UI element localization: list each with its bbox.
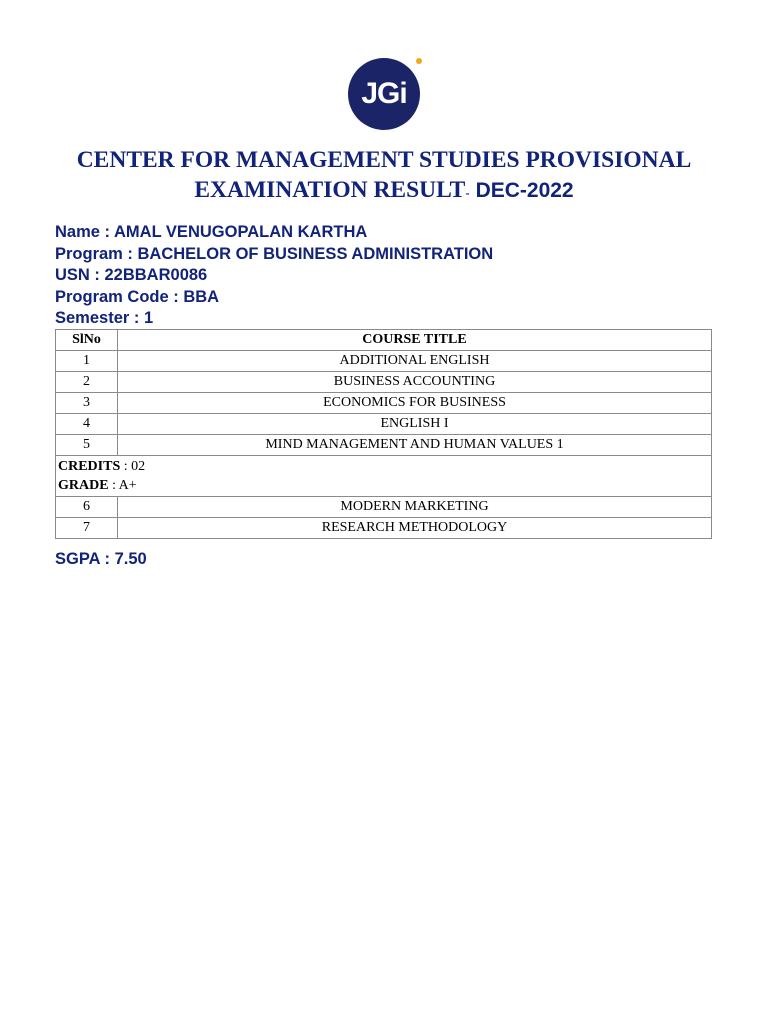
student-usn: USN : 22BBAR0086 [55, 266, 208, 284]
grade-line [58, 476, 709, 495]
table-row [56, 351, 712, 372]
title-exam-result: EXAMINATION RESULT [194, 177, 466, 203]
student-info [55, 222, 493, 330]
credits-value: : 02 [123, 459, 146, 474]
student-program: Program : BACHELOR OF BUSINESS ADMINISTRATION [55, 244, 494, 263]
row-slno: 5 [56, 435, 118, 456]
row-slno: 2 [56, 372, 118, 393]
title-exam-date: DEC-2022 [475, 179, 574, 202]
row-slno: 3 [56, 393, 118, 414]
table-row [56, 393, 712, 414]
table-row [56, 414, 712, 435]
logo-dot-icon [416, 58, 422, 64]
table-row [56, 518, 712, 539]
table-row [56, 497, 712, 518]
row-slno: 6 [56, 497, 118, 518]
row-slno: 4 [56, 414, 118, 435]
credits-label: CREDITS [58, 459, 121, 474]
header-slno: SlNo [56, 330, 118, 351]
title-line-1: CENTER FOR MANAGEMENT STUDIES PROVISIONAL [76, 147, 692, 173]
row-course-title: RESEARCH METHODOLOGY [118, 518, 712, 539]
row-course-title: ADDITIONAL ENGLISH [118, 351, 712, 372]
sgpa: SGPA : 7.50 [55, 550, 147, 568]
student-semester: Semester : 1 [55, 309, 154, 327]
results-table [55, 329, 712, 539]
header-course-title: COURSE TITLE [118, 330, 712, 351]
row-course-title: MIND MANAGEMENT AND HUMAN VALUES 1 [118, 435, 712, 456]
row-slno: 7 [56, 518, 118, 539]
logo-text: JGi [361, 77, 407, 110]
credits-grade-row [56, 456, 712, 497]
table-row [56, 372, 712, 393]
title-dash: - [465, 185, 470, 200]
table-header-row [56, 330, 712, 351]
grade-label: GRADE [58, 478, 109, 493]
row-course-title: ENGLISH I [118, 414, 712, 435]
credits-line [58, 457, 709, 476]
credits-grade-cell [56, 456, 712, 497]
jgi-logo [348, 58, 420, 130]
row-course-title: ECONOMICS FOR BUSINESS [118, 393, 712, 414]
student-program-code: Program Code : BBA [55, 287, 220, 306]
table-row [56, 435, 712, 456]
grade-value: : A+ [112, 478, 137, 493]
student-name: Name : AMAL VENUGOPALAN KARTHA [55, 223, 368, 241]
title-line-2 [0, 175, 768, 208]
row-slno: 1 [56, 351, 118, 372]
document-title [0, 145, 768, 208]
row-course-title: MODERN MARKETING [118, 497, 712, 518]
row-course-title: BUSINESS ACCOUNTING [118, 372, 712, 393]
